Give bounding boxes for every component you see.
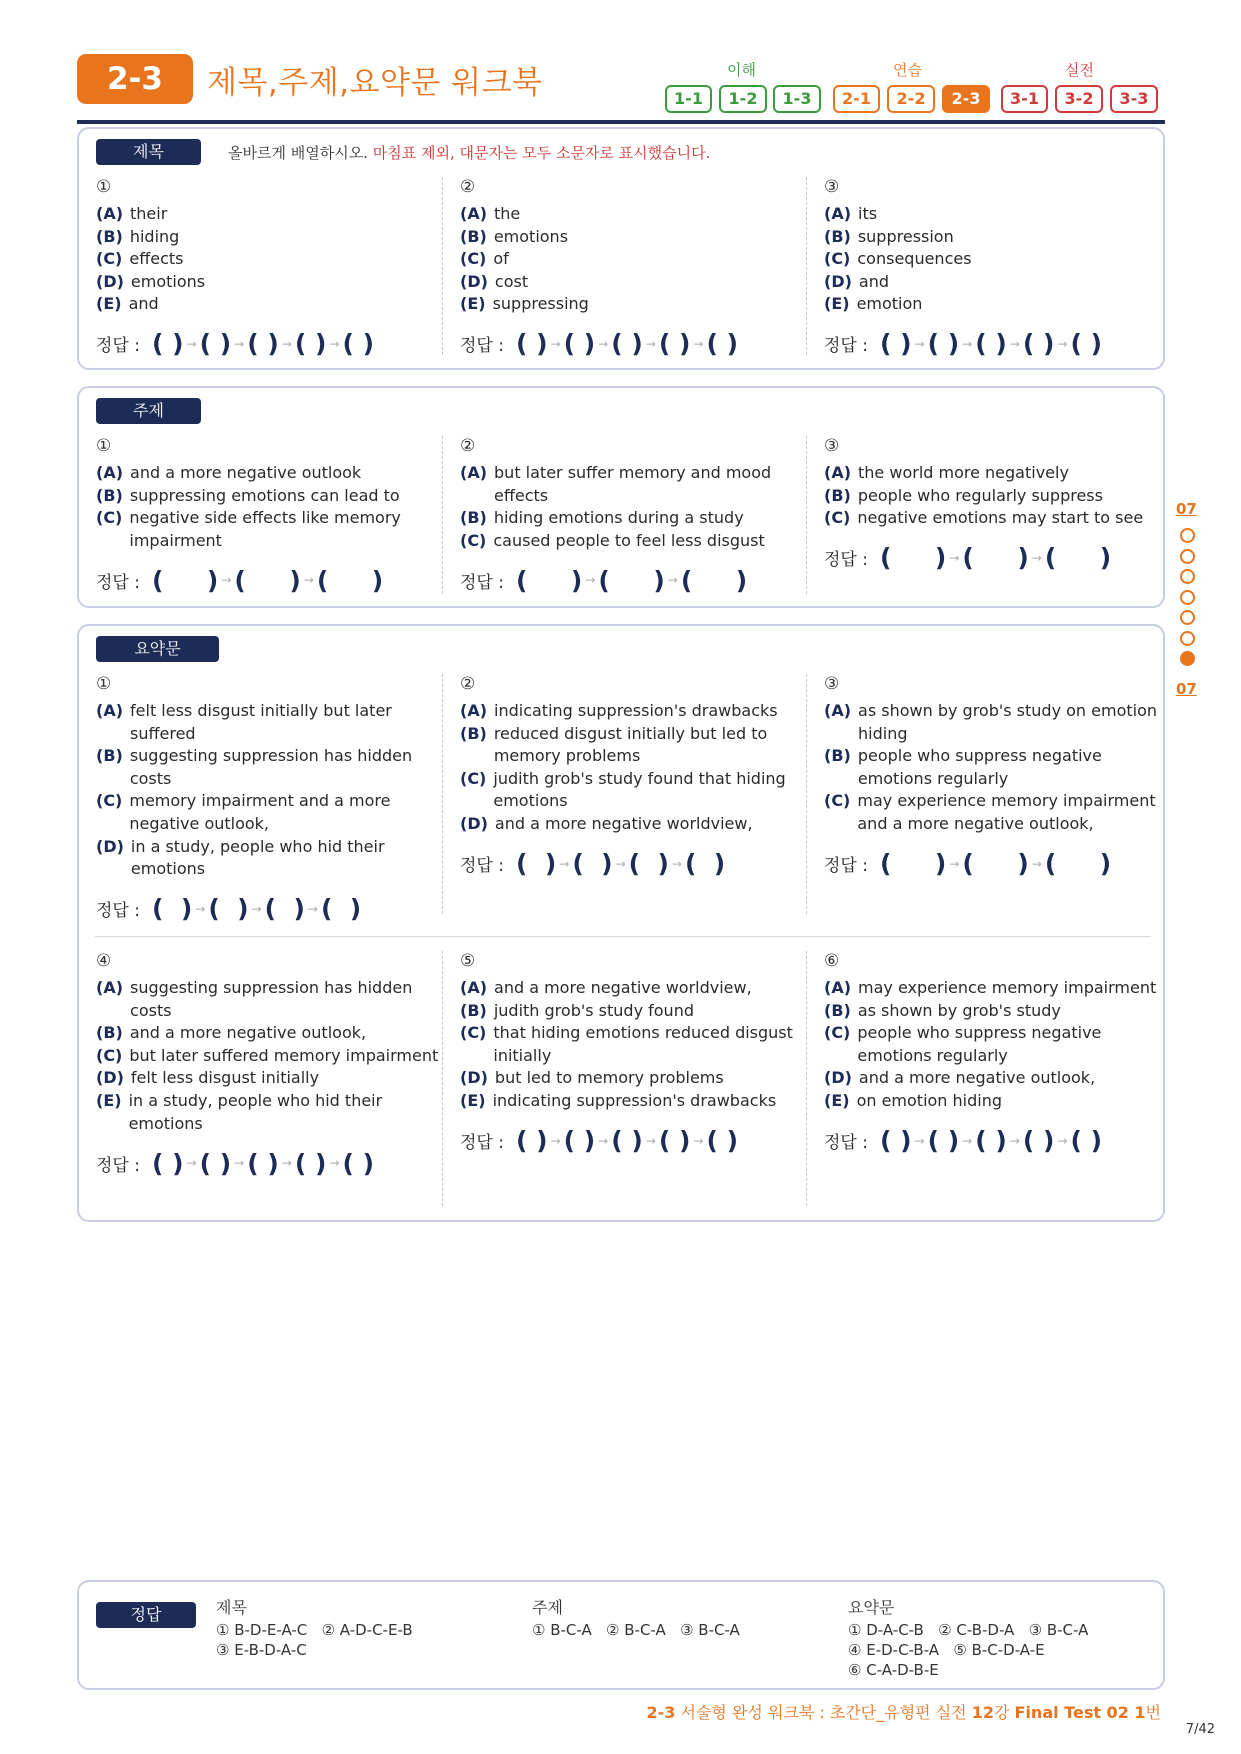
- option: (B) people who suppress negative emotions regularly: [824, 746, 1102, 788]
- summary-section-tag: 요약문: [96, 636, 219, 662]
- level-tab-1-1[interactable]: 1-1: [665, 85, 712, 113]
- option: (C) effects: [96, 249, 184, 269]
- option: (A) their: [96, 204, 168, 223]
- answer-label: 정답 :: [96, 572, 140, 593]
- option: (D) and: [824, 271, 890, 291]
- answer-row[interactable]: 정답 : ( ) → ( ) → ( ): [824, 543, 1112, 573]
- option: (D) cost: [460, 271, 529, 291]
- option: (C) consequences: [824, 249, 972, 269]
- progress-dot: [1180, 528, 1195, 543]
- column-divider: [442, 177, 443, 355]
- header-divider: [77, 120, 1165, 124]
- answer-row[interactable]: 정답 : ( ) → ( ) → ( ): [96, 565, 384, 595]
- answer-row[interactable]: 정답 : ( ) → ( ) → ( ) → ( ) → ( ): [96, 329, 375, 359]
- option: (D) and a more negative outlook,: [824, 1068, 1096, 1088]
- question-card: [824, 175, 1169, 364]
- option: (C) negative side effects like memory impairment: [96, 508, 401, 550]
- instruction-note: 마침표 제외, 대문자는 모두 소문자로 표시했습니다.: [367, 144, 711, 162]
- option: (A) and a more negative outlook: [96, 463, 362, 482]
- question-card: [96, 434, 441, 600]
- footer-caption: 2-3 서술형 완성 워크북 : 초간단_유형편 실전 12강 Final Test 02 1번: [646, 1703, 1161, 1722]
- level-tab-3-1[interactable]: 3-1: [1001, 85, 1048, 113]
- answer-label: 정답 :: [460, 336, 504, 357]
- answer-key-summary: 요약문 ① D-A-C-B ② C-B-D-A ③ B-C-A ④ E-D-C-B-A ⑤ B-C-D-A-E ⑥ C-A-D-B-E: [848, 1598, 1089, 1679]
- option: (A) the: [460, 204, 521, 223]
- question-number: ①: [96, 436, 112, 456]
- option: (A) and a more negative worldview,: [460, 978, 752, 997]
- level-tab-1-2[interactable]: 1-2: [719, 85, 767, 113]
- answer-row[interactable]: 정답 : ( ) → ( ) → ( ) → ( ) → ( ): [460, 1126, 739, 1156]
- question-number: ①: [96, 177, 112, 197]
- question-card: [96, 949, 441, 1183]
- answer-label: 정답 :: [460, 1133, 504, 1154]
- option: (C) judith grob's study found that hiding emotions: [460, 768, 786, 811]
- answer-key-tag: 정답: [96, 1602, 196, 1628]
- answer-row[interactable]: 정답 : ( ) → ( ) → ( ) → ( ) → ( ): [96, 1148, 375, 1178]
- question-card: [96, 672, 441, 929]
- option: (A) the world more negatively: [824, 463, 1069, 482]
- title-section-tag: 제목: [96, 139, 201, 165]
- question-card: [824, 949, 1169, 1161]
- side-page-number-bottom: 07: [1176, 680, 1197, 698]
- option: (D) felt less disgust initially: [96, 1068, 320, 1088]
- answer-row[interactable]: 정답 : ( ) → ( ) → ( ) → ( ): [460, 849, 726, 879]
- option: (C) that hiding emotions reduced disgust initially: [460, 1023, 793, 1065]
- theme-section-tag: 주제: [96, 398, 201, 424]
- page-number: 7/42: [1185, 1722, 1215, 1737]
- level-tab-2-3[interactable]: 2-3: [942, 85, 990, 113]
- instruction: [228, 142, 710, 163]
- question-number: ④: [96, 951, 112, 971]
- answer-row[interactable]: 정답 : ( ) → ( ) → ( ): [460, 565, 748, 595]
- progress-dot-active: [1180, 651, 1195, 666]
- page-title: 제목,주제,요약문 워크북: [207, 65, 543, 101]
- answer-label: 정답 :: [96, 336, 140, 357]
- question-number: ③: [824, 177, 840, 197]
- answer-label: 정답 :: [96, 901, 140, 922]
- question-number: ③: [824, 436, 840, 456]
- instruction-text: 올바르게 배열하시오.: [228, 144, 368, 162]
- option: (E) on emotion hiding: [824, 1090, 1003, 1110]
- group-label-real: 실전: [1065, 61, 1094, 79]
- progress-dot: [1180, 569, 1195, 584]
- answer-label: 정답 :: [824, 856, 868, 877]
- level-tab-3-2[interactable]: 3-2: [1055, 85, 1103, 113]
- theme-section: [77, 386, 1165, 608]
- group-label-practice: 연습: [893, 61, 922, 79]
- option: (C) memory impairment and a more negative outlook,: [96, 791, 391, 833]
- column-divider: [806, 674, 807, 914]
- option: (B) and a more negative outlook,: [96, 1023, 367, 1043]
- option: (E) emotion: [824, 294, 923, 314]
- option: (A) indicating suppression's drawbacks: [460, 701, 778, 720]
- question-number: ⑤: [460, 951, 476, 971]
- question-card: [460, 672, 805, 884]
- question-number: ②: [460, 436, 476, 456]
- progress-dot: [1180, 590, 1195, 605]
- option: (B) suppressing emotions can lead to: [96, 485, 400, 505]
- option: (D) in a study, people who hid their emotions: [96, 836, 385, 879]
- title-section: [77, 127, 1165, 370]
- answer-label: 정답 :: [824, 550, 868, 571]
- answer-key-theme: 주제 ① B-C-A ② B-C-A ③ B-C-A: [532, 1598, 740, 1639]
- option: (A) as shown by grob's study on emotion hiding: [824, 701, 1158, 743]
- option: (C) negative emotions may start to see: [824, 508, 1144, 528]
- option: (B) hiding emotions during a study: [460, 508, 744, 528]
- option: (C) of: [460, 249, 509, 269]
- option: (E) indicating suppression's drawbacks: [460, 1090, 777, 1110]
- option: (D) emotions: [96, 271, 206, 291]
- question-number: ①: [96, 674, 112, 694]
- question-card: [460, 949, 805, 1161]
- side-progress: [1180, 528, 1198, 672]
- option: (B) hiding: [96, 226, 180, 246]
- option: (E) in a study, people who hid their emotions: [96, 1090, 383, 1133]
- option: (C) but later suffered memory impairment: [96, 1045, 439, 1065]
- question-card: [460, 175, 805, 364]
- option: (A) suggesting suppression has hidden costs: [96, 978, 413, 1020]
- option: (B) suppression: [824, 226, 954, 246]
- progress-dot: [1180, 631, 1195, 646]
- answer-row[interactable]: 정답 : ( ) → ( ) → ( ) → ( ) → ( ): [460, 329, 739, 359]
- level-tab-3-3[interactable]: 3-3: [1110, 85, 1158, 113]
- option: (C) may experience memory impairment and a more negative outlook,: [824, 791, 1156, 833]
- progress-dot: [1180, 549, 1195, 564]
- question-number: ②: [460, 177, 476, 197]
- summary-section: [77, 624, 1165, 1222]
- option: (A) felt less disgust initially but later suffered: [96, 701, 392, 743]
- option: (A) but later suffer memory and mood effects: [460, 463, 772, 505]
- question-card: [96, 175, 441, 364]
- answer-key: [77, 1580, 1165, 1690]
- progress-dot: [1180, 610, 1195, 625]
- section-badge: 2-3: [77, 54, 193, 104]
- question-number: ②: [460, 674, 476, 694]
- option: (B) suggesting suppression has hidden costs: [96, 746, 413, 788]
- answer-label: 정답 :: [824, 336, 868, 357]
- group-label-understand: 이해: [727, 61, 756, 79]
- option: (B) as shown by grob's study: [824, 1000, 1061, 1020]
- side-page-number-top: 07: [1176, 500, 1197, 518]
- column-divider: [806, 436, 807, 594]
- answer-row[interactable]: 정답 : ( ) → ( ) → ( ): [824, 849, 1112, 879]
- option: (E) and: [96, 294, 159, 314]
- option: (C) people who suppress negative emotions regularly: [824, 1023, 1102, 1065]
- option: (C) caused people to feel less disgust: [460, 530, 765, 550]
- option: (A) its: [824, 204, 878, 223]
- column-divider: [806, 177, 807, 355]
- level-tab-1-3[interactable]: 1-3: [773, 85, 821, 113]
- option: (D) and a more negative worldview,: [460, 813, 753, 833]
- answer-label: 정답 :: [824, 1133, 868, 1154]
- level-tab-2-2[interactable]: 2-2: [887, 85, 935, 113]
- question-card: [460, 434, 805, 600]
- answer-label: 정답 :: [460, 856, 504, 877]
- column-divider: [806, 951, 807, 1206]
- column-divider: [442, 951, 443, 1206]
- option: (E) suppressing: [460, 294, 589, 314]
- option: (B) emotions: [460, 226, 569, 246]
- option: (B) reduced disgust initially but led to memory problems: [460, 723, 768, 766]
- answer-row[interactable]: 정답 : ( ) → ( ) → ( ) → ( ) → ( ): [824, 329, 1103, 359]
- option: (A) may experience memory impairment: [824, 978, 1157, 997]
- question-number: ⑥: [824, 951, 840, 971]
- option: (B) judith grob's study found: [460, 1000, 694, 1020]
- answer-row[interactable]: 정답 : ( ) → ( ) → ( ) → ( ) → ( ): [824, 1126, 1103, 1156]
- option: (D) but led to memory problems: [460, 1068, 724, 1088]
- question-number: ③: [824, 674, 840, 694]
- question-card: [824, 672, 1169, 884]
- column-divider: [442, 674, 443, 914]
- option: (B) people who regularly suppress: [824, 485, 1103, 505]
- answer-label: 정답 :: [460, 572, 504, 593]
- row-divider: [95, 936, 1151, 937]
- answer-row[interactable]: 정답 : ( ) → ( ) → ( ) → ( ): [96, 894, 362, 924]
- answer-key-title: 제목 ① B-D-E-A-C ② A-D-C-E-B ③ E-B-D-A-C: [216, 1598, 413, 1659]
- column-divider: [442, 436, 443, 594]
- level-tab-2-1[interactable]: 2-1: [833, 85, 880, 113]
- question-card: [824, 434, 1169, 578]
- answer-label: 정답 :: [96, 1155, 140, 1176]
